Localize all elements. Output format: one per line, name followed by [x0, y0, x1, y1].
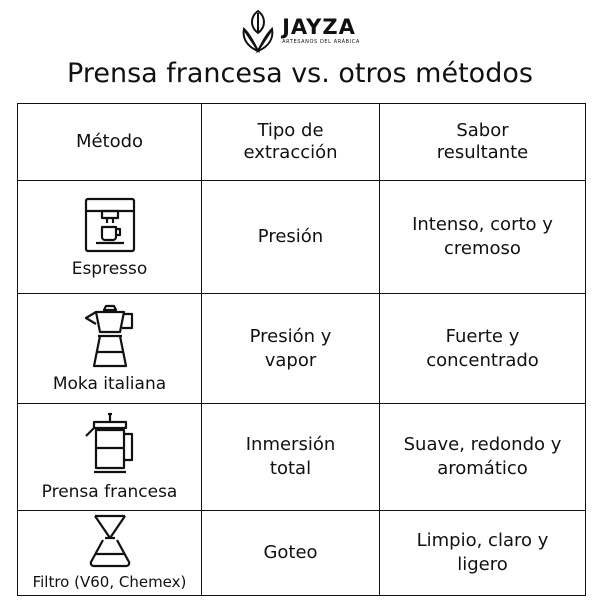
flavor-text: Limpio, claro y ligero — [416, 530, 549, 575]
brand-logo — [240, 9, 360, 53]
header-method: Método — [18, 104, 202, 181]
method-label: Moka italiana — [52, 373, 167, 394]
extraction-cell — [202, 404, 380, 511]
table-row — [18, 404, 586, 511]
flavor-cell — [380, 181, 586, 294]
extraction-text: Inmersión total — [245, 434, 336, 479]
comparison-table — [17, 103, 586, 596]
method-cell — [18, 404, 202, 511]
pour-over-filter-icon — [87, 514, 133, 568]
extraction-text: Presión y vapor — [249, 325, 332, 371]
brand-tagline: ARTESANOS DEL ARÁBICA — [282, 38, 360, 45]
french-press-icon — [82, 412, 138, 478]
flavor-cell — [380, 404, 586, 511]
extraction-cell — [202, 294, 380, 404]
method-cell — [18, 181, 202, 294]
method-label: Espresso — [71, 259, 148, 279]
page-title: Prensa francesa vs. otros métodos — [67, 58, 533, 89]
table-row — [18, 511, 586, 596]
brand-name: JAYZA — [282, 14, 356, 39]
header-flavor — [380, 104, 586, 181]
header-flavor-text: Sabor resultante — [436, 120, 529, 163]
flavor-cell — [380, 294, 586, 404]
espresso-machine-icon — [80, 195, 140, 255]
table-row — [18, 294, 586, 404]
flavor-text: Fuerte y concentrado — [426, 325, 539, 371]
extraction-cell: Presión — [202, 181, 380, 294]
method-cell — [18, 294, 202, 404]
method-label: Prensa francesa — [41, 482, 178, 502]
method-cell — [18, 511, 202, 596]
table-header-row — [18, 104, 586, 181]
brand-header — [0, 8, 600, 54]
flavor-text: Suave, redondo y aromático — [403, 434, 562, 479]
flavor-cell — [380, 511, 586, 596]
header-extraction-text: Tipo de extracción — [243, 120, 338, 163]
flavor-text: Intenso, corto y cremoso — [412, 214, 553, 259]
coffee-leaf-logo-icon — [240, 9, 276, 53]
header-extraction — [202, 104, 380, 181]
table-row — [18, 181, 586, 294]
moka-pot-icon — [82, 304, 138, 370]
method-label: Filtro (V60, Chemex) — [32, 573, 187, 591]
extraction-cell: Goteo — [202, 511, 380, 596]
